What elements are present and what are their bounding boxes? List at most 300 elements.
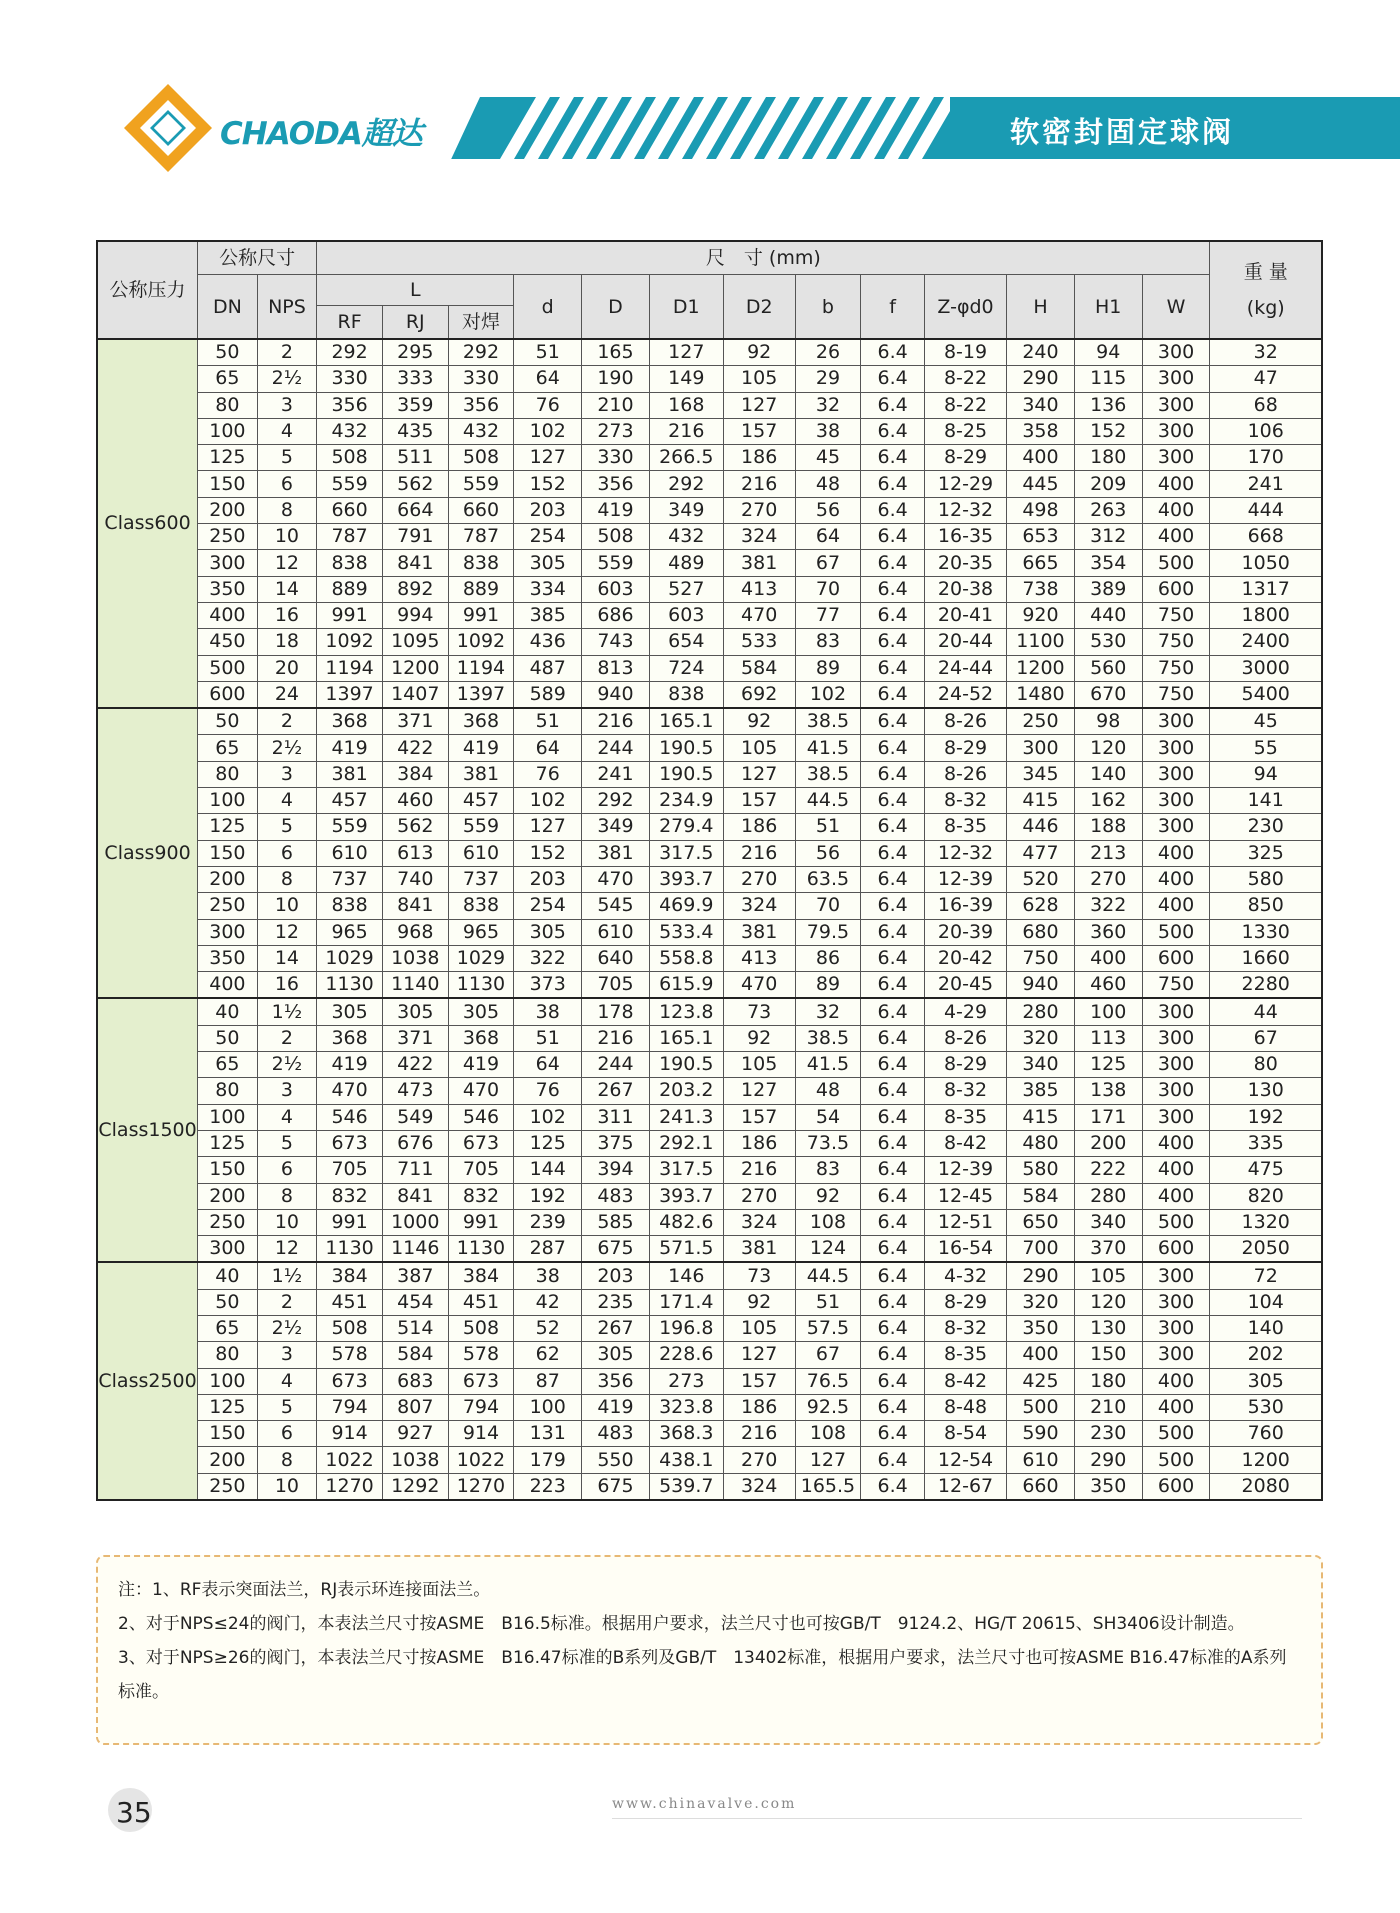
table-cell: 628: [1007, 893, 1075, 919]
table-cell: 89: [795, 972, 861, 999]
table-cell: 794: [317, 1394, 383, 1420]
table-cell: 279.4: [649, 814, 723, 840]
table-cell: 6.4: [861, 998, 925, 1025]
table-cell: 38: [514, 998, 582, 1025]
table-row: [97, 1289, 1322, 1315]
table-cell: 20-44: [924, 629, 1006, 655]
table-cell: 2400: [1210, 629, 1322, 655]
table-cell: 435: [382, 418, 448, 444]
table-cell: 991: [317, 602, 383, 628]
table-cell: 838: [649, 681, 723, 708]
table-cell: 5400: [1210, 681, 1322, 708]
table-cell: 1050: [1210, 550, 1322, 576]
table-row: [97, 972, 1322, 999]
table-cell: 305: [317, 998, 383, 1025]
table-cell: 12-39: [924, 1157, 1006, 1183]
table-cell: 12-39: [924, 866, 1006, 892]
table-cell: 14: [257, 945, 317, 971]
table-cell: 1200: [1007, 655, 1075, 681]
table-cell: 680: [1007, 919, 1075, 945]
table-cell: 387: [382, 1262, 448, 1289]
table-cell: 157: [723, 788, 795, 814]
table-cell: 4-29: [924, 998, 1006, 1025]
table-cell: 295: [382, 339, 448, 366]
table-cell: 300: [1142, 814, 1210, 840]
weld-header: 对焊: [448, 306, 514, 340]
table-cell: 280: [1007, 998, 1075, 1025]
table-cell: 80: [198, 761, 258, 787]
table-cell: 77: [795, 602, 861, 628]
table-cell: 670: [1074, 681, 1142, 708]
table-cell: 152: [1074, 418, 1142, 444]
table-cell: 45: [1210, 708, 1322, 735]
table-row: [97, 788, 1322, 814]
table-row: [97, 1130, 1322, 1156]
table-cell: 6.4: [861, 655, 925, 681]
table-cell: 6.4: [861, 445, 925, 471]
table-cell: 470: [723, 602, 795, 628]
table-cell: 127: [723, 1078, 795, 1104]
table-cell: 600: [1142, 576, 1210, 602]
rf-header: RF: [317, 306, 383, 340]
table-cell: 400: [1007, 445, 1075, 471]
table-cell: 6: [257, 471, 317, 497]
table-cell: 100: [198, 1368, 258, 1394]
table-cell: 325: [1210, 840, 1322, 866]
table-cell: 10: [257, 1209, 317, 1235]
table-cell: 210: [582, 392, 650, 418]
table-cell: 102: [795, 681, 861, 708]
table-cell: 4: [257, 788, 317, 814]
table-cell: 330: [582, 445, 650, 471]
table-cell: 105: [723, 1052, 795, 1078]
table-cell: 8-26: [924, 1025, 1006, 1051]
table-cell: 4-32: [924, 1262, 1006, 1289]
table-cell: 250: [198, 524, 258, 550]
table-cell: 12: [257, 919, 317, 945]
table-cell: 340: [1074, 1209, 1142, 1235]
table-cell: 105: [723, 735, 795, 761]
table-cell: 115: [1074, 366, 1142, 392]
D-header: D: [582, 275, 650, 340]
table-cell: 63.5: [795, 866, 861, 892]
table-cell: 2: [257, 708, 317, 735]
table-cell: 51: [514, 708, 582, 735]
table-cell: 1397: [317, 681, 383, 708]
table-cell: 393.7: [649, 1183, 723, 1209]
table-cell: 178: [582, 998, 650, 1025]
table-cell: 290: [1007, 1262, 1075, 1289]
table-cell: 660: [448, 497, 514, 523]
table-cell: 400: [1142, 471, 1210, 497]
table-cell: 152: [514, 840, 582, 866]
table-cell: 320: [1007, 1025, 1075, 1051]
table-cell: 354: [1074, 550, 1142, 576]
table-cell: 24-44: [924, 655, 1006, 681]
table-cell: 300: [1142, 418, 1210, 444]
table-cell: 750: [1142, 681, 1210, 708]
table-cell: 562: [382, 814, 448, 840]
table-cell: 8-29: [924, 445, 1006, 471]
table-row: [97, 1236, 1322, 1263]
table-cell: 125: [198, 1394, 258, 1420]
table-cell: 8-29: [924, 735, 1006, 761]
table-cell: 368: [448, 1025, 514, 1051]
table-cell: 1800: [1210, 602, 1322, 628]
table-cell: 8-29: [924, 1289, 1006, 1315]
table-cell: 660: [1007, 1473, 1075, 1500]
pressure-header: 公称压力: [97, 241, 198, 339]
table-cell: 8-22: [924, 392, 1006, 418]
table-cell: 188: [1074, 814, 1142, 840]
table-cell: 413: [723, 576, 795, 602]
table-cell: 1140: [382, 972, 448, 999]
table-cell: 222: [1074, 1157, 1142, 1183]
table-cell: 508: [582, 524, 650, 550]
table-cell: 345: [1007, 761, 1075, 787]
table-cell: 203: [514, 866, 582, 892]
table-cell: 571.5: [649, 1236, 723, 1263]
table-cell: 1270: [448, 1473, 514, 1500]
table-cell: 190: [582, 366, 650, 392]
table-cell: 38.5: [795, 761, 861, 787]
table-cell: 64: [514, 735, 582, 761]
table-row: [97, 655, 1322, 681]
table-cell: 20-35: [924, 550, 1006, 576]
table-cell: 250: [1007, 708, 1075, 735]
table-cell: 673: [317, 1130, 383, 1156]
table-cell: 965: [448, 919, 514, 945]
table-cell: 2050: [1210, 1236, 1322, 1263]
table-cell: 50: [198, 339, 258, 366]
table-cell: 324: [723, 1209, 795, 1235]
dn-header: DN: [198, 275, 258, 340]
table-cell: 340: [1007, 392, 1075, 418]
table-cell: 250: [198, 1473, 258, 1500]
table-cell: 384: [382, 761, 448, 787]
table-cell: 8-35: [924, 1342, 1006, 1368]
table-cell: 600: [1142, 1473, 1210, 1500]
table-cell: 991: [448, 602, 514, 628]
weight-unit: (kg): [1246, 297, 1285, 319]
table-cell: 371: [382, 708, 448, 735]
table-cell: 92: [795, 1183, 861, 1209]
table-row: [97, 392, 1322, 418]
page-number: 35: [116, 1796, 152, 1829]
table-cell: 415: [1007, 1104, 1075, 1130]
table-cell: 1092: [317, 629, 383, 655]
table-cell: 80: [198, 1342, 258, 1368]
table-cell: 8-54: [924, 1421, 1006, 1447]
table-head: [97, 241, 1322, 339]
table-cell: 266.5: [649, 445, 723, 471]
table-cell: 422: [382, 735, 448, 761]
table-cell: 64: [514, 366, 582, 392]
brand-name: CHAODA超达: [220, 116, 422, 152]
table-cell: 550: [582, 1447, 650, 1473]
table-cell: 368: [317, 1025, 383, 1051]
pressure-class: Class2500: [97, 1262, 198, 1500]
table-cell: 165: [582, 339, 650, 366]
table-cell: 400: [1142, 1368, 1210, 1394]
table-cell: 186: [723, 1394, 795, 1420]
table-cell: 1½: [257, 1262, 317, 1289]
table-cell: 451: [317, 1289, 383, 1315]
table-cell: 300: [1142, 392, 1210, 418]
table-cell: 6.4: [861, 1473, 925, 1500]
table-cell: 270: [723, 866, 795, 892]
table-cell: 482.6: [649, 1209, 723, 1235]
table-cell: 171.4: [649, 1289, 723, 1315]
table-cell: 131: [514, 1421, 582, 1447]
table-cell: 8: [257, 497, 317, 523]
table-cell: 432: [649, 524, 723, 550]
table-cell: 1480: [1007, 681, 1075, 708]
table-cell: 400: [1142, 893, 1210, 919]
table-cell: 157: [723, 418, 795, 444]
table-cell: 1194: [317, 655, 383, 681]
table-cell: 4: [257, 1104, 317, 1130]
table-cell: 600: [198, 681, 258, 708]
table-cell: 6.4: [861, 1183, 925, 1209]
table-cell: 419: [317, 1052, 383, 1078]
table-cell: 20-39: [924, 919, 1006, 945]
table-cell: 841: [382, 893, 448, 919]
table-cell: 422: [382, 1052, 448, 1078]
table-cell: 192: [514, 1183, 582, 1209]
table-cell: 323.8: [649, 1394, 723, 1420]
table-cell: 676: [382, 1130, 448, 1156]
table-cell: 311: [582, 1104, 650, 1130]
table-row: [97, 445, 1322, 471]
table-cell: 113: [1074, 1025, 1142, 1051]
table-cell: 100: [1074, 998, 1142, 1025]
note-2: 2、对于NPS≤24的阀门，本表法兰尺寸按ASME B16.5标准。根据用户要求，法兰尺寸也可按GB/T 9124.2、HG/T 20615、SH3406设计制造。: [118, 1614, 1245, 1634]
table-cell: 1292: [382, 1473, 448, 1500]
table-cell: 108: [795, 1209, 861, 1235]
table-cell: 1270: [317, 1473, 383, 1500]
rj-header: RJ: [382, 306, 448, 340]
table-cell: 610: [1007, 1447, 1075, 1473]
table-cell: 457: [317, 788, 383, 814]
table-cell: 711: [382, 1157, 448, 1183]
table-cell: 589: [514, 681, 582, 708]
table-cell: 653: [1007, 524, 1075, 550]
table-cell: 559: [448, 471, 514, 497]
table-cell: 349: [582, 814, 650, 840]
table-cell: 533: [723, 629, 795, 655]
table-cell: 384: [317, 1262, 383, 1289]
table-cell: 511: [382, 445, 448, 471]
table-cell: 3: [257, 392, 317, 418]
table-cell: 2½: [257, 1315, 317, 1341]
table-cell: 432: [448, 418, 514, 444]
table-cell: 6.4: [861, 681, 925, 708]
table-cell: 487: [514, 655, 582, 681]
table-cell: 216: [582, 1025, 650, 1051]
table-cell: 940: [582, 681, 650, 708]
table-cell: 300: [1142, 788, 1210, 814]
table-cell: 584: [382, 1342, 448, 1368]
table-cell: 300: [1142, 1342, 1210, 1368]
table-cell: 1130: [317, 1236, 383, 1263]
table-cell: 8-26: [924, 708, 1006, 735]
table-cell: 425: [1007, 1368, 1075, 1394]
table-cell: 445: [1007, 471, 1075, 497]
table-cell: 1317: [1210, 576, 1322, 602]
class-group: [97, 998, 1322, 1262]
table-row: [97, 471, 1322, 497]
table-cell: 559: [448, 814, 514, 840]
table-cell: 841: [382, 550, 448, 576]
table-cell: 394: [582, 1157, 650, 1183]
table-cell: 263: [1074, 497, 1142, 523]
table-cell: 8-29: [924, 1052, 1006, 1078]
table-cell: 832: [317, 1183, 383, 1209]
table-cell: 8: [257, 1447, 317, 1473]
table-cell: 6.4: [861, 392, 925, 418]
table-cell: 1320: [1210, 1209, 1322, 1235]
table-row: [97, 1342, 1322, 1368]
table-cell: 305: [448, 998, 514, 1025]
table-cell: 580: [1007, 1157, 1075, 1183]
table-cell: 65: [198, 366, 258, 392]
table-cell: 454: [382, 1289, 448, 1315]
table-cell: 6: [257, 1157, 317, 1183]
table-cell: 413: [723, 945, 795, 971]
table-cell: 209: [1074, 471, 1142, 497]
table-cell: 738: [1007, 576, 1075, 602]
table-cell: 381: [582, 840, 650, 866]
table-cell: 665: [1007, 550, 1075, 576]
table-cell: 385: [514, 602, 582, 628]
table-cell: 384: [448, 1262, 514, 1289]
table-cell: 514: [382, 1315, 448, 1341]
table-cell: 89: [795, 655, 861, 681]
table-cell: 2: [257, 339, 317, 366]
table-cell: 6.4: [861, 1315, 925, 1341]
table-cell: 1000: [382, 1209, 448, 1235]
dimensions-header: 尺 寸 (mm): [317, 241, 1210, 275]
table-cell: 12-45: [924, 1183, 1006, 1209]
table-cell: 483: [582, 1183, 650, 1209]
table-cell: 190.5: [649, 1052, 723, 1078]
table-cell: 508: [448, 1315, 514, 1341]
table-cell: 8: [257, 1183, 317, 1209]
table-cell: 994: [382, 602, 448, 628]
table-cell: 6.4: [861, 1421, 925, 1447]
table-cell: 350: [198, 576, 258, 602]
table-cell: 1330: [1210, 919, 1322, 945]
table-cell: 92.5: [795, 1394, 861, 1420]
table-cell: 360: [1074, 919, 1142, 945]
table-cell: 654: [649, 629, 723, 655]
table-cell: 200: [198, 1447, 258, 1473]
table-cell: 8-42: [924, 1130, 1006, 1156]
table-cell: 549: [382, 1104, 448, 1130]
table-cell: 603: [649, 602, 723, 628]
table-cell: 273: [649, 1368, 723, 1394]
table-cell: 6.4: [861, 1262, 925, 1289]
table-row: [97, 1052, 1322, 1078]
table-cell: 144: [514, 1157, 582, 1183]
table-cell: 52: [514, 1315, 582, 1341]
table-cell: 123.8: [649, 998, 723, 1025]
table-cell: 6.4: [861, 471, 925, 497]
table-cell: 585: [582, 1209, 650, 1235]
table-cell: 838: [317, 893, 383, 919]
table-row: [97, 708, 1322, 735]
table-cell: 724: [649, 655, 723, 681]
table-cell: 67: [795, 550, 861, 576]
table-row: [97, 761, 1322, 787]
table-cell: 300: [1142, 339, 1210, 366]
table-cell: 44.5: [795, 788, 861, 814]
table-cell: 470: [582, 866, 650, 892]
table-cell: 914: [448, 1421, 514, 1447]
table-cell: 6.4: [861, 1342, 925, 1368]
table-cell: 300: [1007, 735, 1075, 761]
table-cell: 610: [582, 919, 650, 945]
table-cell: 300: [1142, 998, 1210, 1025]
table-cell: 270: [723, 1183, 795, 1209]
table-cell: 244: [582, 1052, 650, 1078]
table-cell: 1130: [448, 1236, 514, 1263]
table-cell: 470: [448, 1078, 514, 1104]
table-cell: 400: [1142, 497, 1210, 523]
table-cell: 50: [198, 1289, 258, 1315]
table-cell: 787: [448, 524, 514, 550]
table-cell: 300: [1142, 708, 1210, 735]
table-cell: 750: [1142, 972, 1210, 999]
header-stripes: [480, 97, 950, 159]
table-cell: 5: [257, 814, 317, 840]
table-cell: 106: [1210, 418, 1322, 444]
table-cell: 660: [317, 497, 383, 523]
table-cell: 150: [1074, 1342, 1142, 1368]
table-cell: 125: [198, 445, 258, 471]
table-row: [97, 1473, 1322, 1500]
table-cell: 171: [1074, 1104, 1142, 1130]
table-cell: 179: [514, 1447, 582, 1473]
table-cell: 475: [1210, 1157, 1322, 1183]
table-cell: 673: [317, 1368, 383, 1394]
table-cell: 305: [514, 550, 582, 576]
f-header: f: [861, 275, 925, 340]
table-cell: 737: [448, 866, 514, 892]
table-cell: 419: [582, 497, 650, 523]
table-cell: 292.1: [649, 1130, 723, 1156]
table-cell: 92: [723, 339, 795, 366]
table-cell: 8-32: [924, 1315, 1006, 1341]
table-cell: 356: [448, 392, 514, 418]
table-cell: 356: [582, 1368, 650, 1394]
table-cell: 6: [257, 1421, 317, 1447]
table-row: [97, 629, 1322, 655]
table-cell: 6.4: [861, 550, 925, 576]
class-group: [97, 1262, 1322, 1500]
table-cell: 317.5: [649, 840, 723, 866]
table-cell: 610: [448, 840, 514, 866]
table-cell: 578: [317, 1342, 383, 1368]
table-cell: 12-29: [924, 471, 1006, 497]
table-cell: 4: [257, 1368, 317, 1394]
table-row: [97, 1421, 1322, 1447]
table-cell: 1130: [448, 972, 514, 999]
table-cell: 92: [723, 1289, 795, 1315]
weight-header: [1210, 241, 1322, 339]
table-cell: 146: [649, 1262, 723, 1289]
